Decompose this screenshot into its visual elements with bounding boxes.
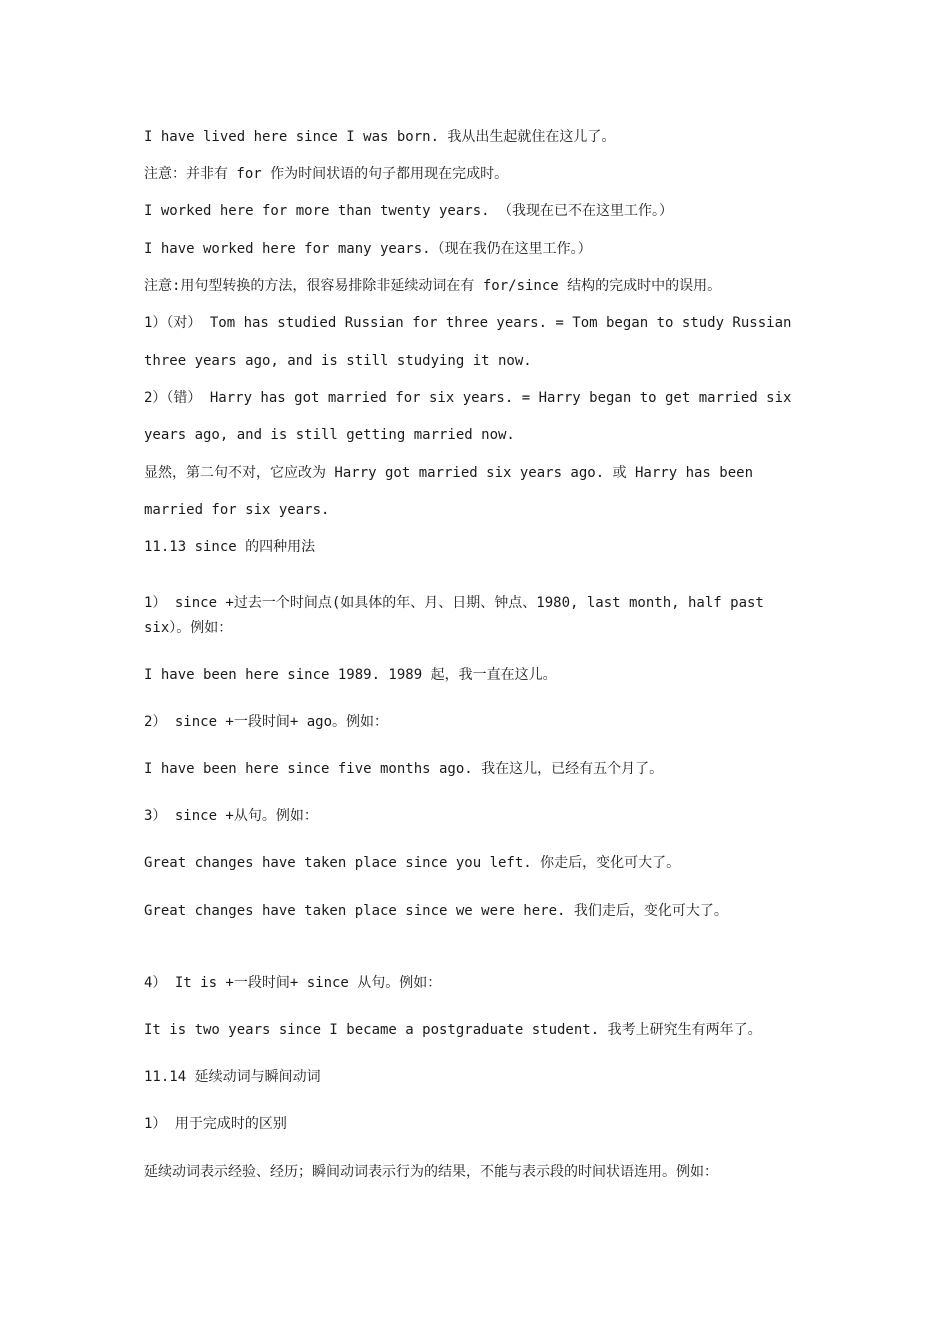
section-heading: 11.14 延续动词与瞬间动词 bbox=[144, 1069, 321, 1085]
text-line: I have been here since five months ago. 我在这儿，已经有五个月了。 bbox=[144, 761, 664, 777]
text-line: six）。例如： bbox=[144, 620, 233, 636]
text-line: 注意：并非有 for 作为时间状语的句子都用现在完成时。 bbox=[144, 166, 509, 182]
text-line: 1）（对） Tom has studied Russian for three years. = Tom began to study Russian bbox=[144, 315, 792, 331]
text-line: 1） since +过去一个时间点(如具体的年、月、日期、钟点、1980, last month, half past bbox=[144, 595, 764, 611]
text-line: 显然，第二句不对，它应改为 Harry got married six years ago. 或 Harry has been bbox=[144, 465, 754, 481]
text-line: three years ago, and is still studying it now. bbox=[144, 353, 532, 369]
text-line: married for six years. bbox=[144, 502, 330, 518]
text-line: I have worked here for many years.（现在我仍在这里工作。） bbox=[144, 241, 592, 257]
text-line: 2）（错） Harry has got married for six years. = Harry began to get married six bbox=[144, 390, 792, 406]
section-heading: 11.13 since 的四种用法 bbox=[144, 539, 316, 555]
text-line: 注意:用句型转换的方法，很容易排除非延续动词在有 for/since 结构的完成时中的误用。 bbox=[144, 278, 722, 294]
text-line: 1） 用于完成时的区别 bbox=[144, 1116, 287, 1132]
text-line: Great changes have taken place since you left. 你走后，变化可大了。 bbox=[144, 855, 681, 871]
text-line: 2） since +一段时间+ ago。例如： bbox=[144, 714, 389, 730]
text-line: I have lived here since I was born. 我从出生起就住在这儿了。 bbox=[144, 129, 616, 145]
text-line: 延续动词表示经验、经历；瞬间动词表示行为的结果，不能与表示段的时间状语连用。例如： bbox=[144, 1164, 718, 1180]
text-line: 3） since +从句。例如： bbox=[144, 808, 318, 824]
text-line: I have been here since 1989. 1989 起，我一直在这儿。 bbox=[144, 667, 557, 683]
text-line: I worked here for more than twenty years. （我现在已不在这里工作。） bbox=[144, 203, 674, 219]
text-line: 4） It is +一段时间+ since 从句。例如： bbox=[144, 975, 442, 991]
text-line: years ago, and is still getting married now. bbox=[144, 427, 515, 443]
text-line: Great changes have taken place since we were here. 我们走后，变化可大了。 bbox=[144, 903, 728, 919]
text-line: It is two years since I became a postgraduate student. 我考上研究生有两年了。 bbox=[144, 1022, 762, 1038]
